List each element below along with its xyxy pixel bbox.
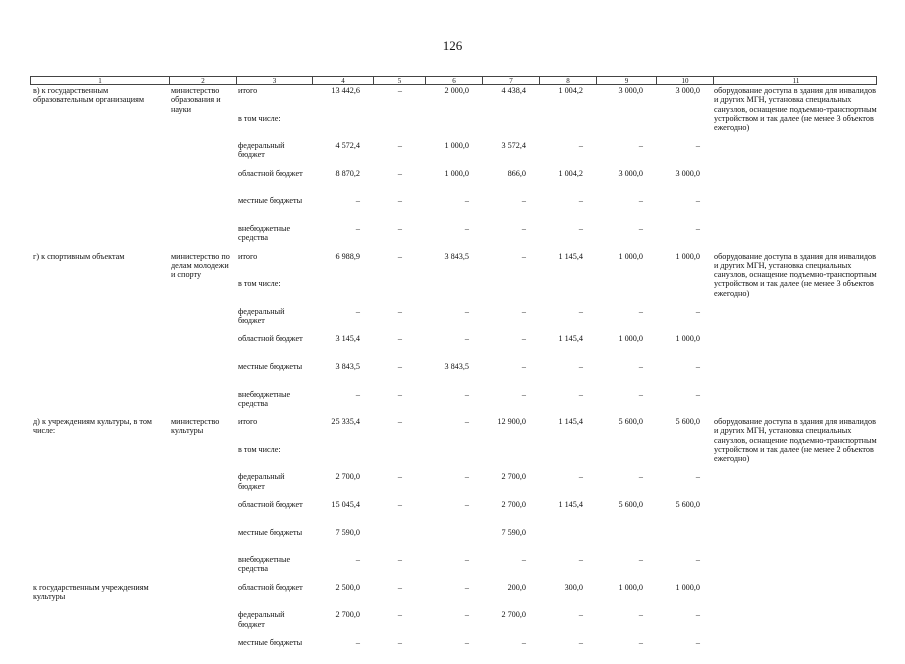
table-row	[30, 499, 877, 527]
col6-cell: –	[464, 196, 469, 206]
col5-cell: –	[397, 334, 402, 344]
measures-note-cell	[712, 637, 877, 638]
col5-cell: –	[397, 306, 402, 316]
recipient-cell	[30, 471, 168, 499]
measures-note-cell	[712, 554, 877, 555]
col5-cell: –	[397, 637, 402, 647]
total-cell: 15 045,4	[331, 499, 360, 509]
ministry-cell	[168, 444, 235, 472]
funding-source-cell: в том числе:	[238, 113, 281, 123]
measures-note-cell: оборудование доступа в здания для инвалидов и других МГН, установка специальных санузлов, оснащение подъемно-транспортным устройством и так далее (не менее 3 объектов ежегодно)	[714, 251, 877, 298]
col9-cell	[595, 527, 655, 555]
table-row	[30, 637, 877, 664]
total-cell: –	[355, 306, 360, 316]
col7-cell: 7 590,0	[501, 527, 526, 537]
measures-note-cell	[712, 361, 877, 362]
recipient-cell	[30, 554, 168, 582]
measures-note-cell: оборудование доступа в здания для инвалидов и других МГН, установка специальных санузлов, оснащение подъемно-транспортным устройством и так далее (не менее 2 объектов ежегодно)	[714, 417, 877, 464]
col10-cell: 1 000,0	[675, 251, 700, 261]
col8-cell: 300,0	[564, 582, 583, 592]
ministry-cell	[168, 582, 235, 610]
col9-cell: –	[638, 555, 643, 565]
col6-cell: –	[464, 499, 469, 509]
col7-cell: –	[521, 334, 526, 344]
col5-cell: –	[397, 86, 402, 95]
col8-cell: –	[578, 223, 583, 233]
col6-cell: –	[464, 389, 469, 399]
col8-cell: –	[578, 141, 583, 151]
measures-note-cell	[712, 527, 877, 528]
col6-cell: –	[464, 306, 469, 316]
col7-cell: 12 900,0	[497, 417, 526, 427]
col7-cell: –	[521, 251, 526, 261]
col10-cell: 3 000,0	[675, 86, 700, 95]
col10-cell: –	[695, 361, 700, 371]
col6-cell: 3 843,5	[444, 251, 469, 261]
total-cell: 6 988,9	[335, 251, 360, 261]
budget-table	[30, 76, 877, 664]
col9-cell	[595, 444, 655, 472]
ministry-cell	[168, 637, 235, 664]
funding-source-cell: местные бюджеты	[238, 361, 303, 371]
col6-cell: –	[464, 637, 469, 647]
column-header: 8	[539, 77, 596, 85]
col5-cell	[372, 113, 424, 141]
col7-cell: 2 700,0	[501, 610, 526, 620]
col7-cell: 866,0	[507, 168, 526, 178]
col9-cell: –	[638, 141, 643, 151]
recipient-cell	[30, 444, 168, 472]
col6-cell	[424, 527, 481, 555]
table-row	[30, 195, 877, 223]
col9-cell: –	[638, 472, 643, 482]
col8-cell: 1 004,2	[558, 168, 583, 178]
ministry-cell	[168, 306, 235, 334]
col10-cell	[655, 278, 712, 306]
measures-note-cell	[712, 389, 877, 390]
col6-cell: 1 000,0	[444, 141, 469, 151]
col8-cell: 1 145,4	[558, 499, 583, 509]
col10-cell: –	[695, 637, 700, 647]
funding-source-cell: федеральный бюджет	[238, 306, 285, 326]
recipient-cell	[30, 499, 168, 527]
col7-cell: –	[521, 361, 526, 371]
col8-cell: –	[578, 196, 583, 206]
col10-cell: 5 600,0	[675, 417, 700, 427]
col9-cell	[595, 278, 655, 306]
table-row	[30, 471, 877, 499]
total-cell: 8 870,2	[335, 168, 360, 178]
col8-cell: –	[578, 637, 583, 647]
recipient-cell	[30, 361, 168, 389]
table-row	[30, 306, 877, 334]
funding-source-cell: областной бюджет	[238, 334, 303, 344]
total-cell: 3 843,5	[335, 361, 360, 371]
col10-cell	[655, 113, 712, 141]
col6-cell: 2 000,0	[444, 86, 469, 95]
funding-source-cell: внебюджетные средства	[238, 223, 291, 243]
funding-source-cell: федеральный бюджет	[238, 141, 285, 160]
ministry-cell	[168, 609, 235, 637]
col10-cell: –	[695, 610, 700, 620]
measures-note-cell: оборудование доступа в здания для инвалидов и других МГН, установка специальных санузлов, оснащение подъемно-транспортным устройством и так далее (не менее 3 объектов ежегодно)	[714, 86, 877, 133]
col7-cell: 2 700,0	[501, 472, 526, 482]
column-header: 6	[425, 77, 482, 85]
ministry-cell	[168, 554, 235, 582]
col5-cell: –	[397, 141, 402, 151]
ministry-cell	[168, 113, 235, 141]
ministry-cell	[168, 471, 235, 499]
col10-cell: –	[695, 223, 700, 233]
col6-cell: 3 843,5	[444, 361, 469, 371]
recipient-cell	[30, 168, 168, 196]
col9-cell: –	[638, 361, 643, 371]
ministry-cell	[168, 499, 235, 527]
col9-cell: –	[638, 389, 643, 399]
measures-note-cell	[712, 195, 877, 196]
col5-cell	[372, 444, 424, 472]
column-header: 10	[656, 77, 713, 85]
recipient-cell	[30, 389, 168, 417]
col5-cell: –	[397, 361, 402, 371]
col8-cell: –	[578, 472, 583, 482]
col5-cell: –	[397, 582, 402, 592]
total-cell	[311, 444, 372, 472]
total-cell: 7 590,0	[335, 527, 360, 537]
total-cell	[311, 278, 372, 306]
col8-cell: 1 145,4	[558, 334, 583, 344]
total-cell: –	[355, 389, 360, 399]
ministry-cell	[168, 195, 235, 223]
recipient-cell	[30, 306, 168, 334]
column-header: 9	[596, 77, 656, 85]
column-header: 2	[169, 77, 236, 85]
ministry-cell: министерство образования и науки	[171, 86, 221, 114]
col8-cell	[538, 527, 595, 555]
col9-cell: –	[638, 637, 643, 647]
col6-cell: –	[464, 555, 469, 565]
col5-cell: –	[397, 389, 402, 399]
funding-source-cell: областной бюджет	[238, 168, 303, 178]
col10-cell: –	[695, 196, 700, 206]
col9-cell: 3 000,0	[618, 168, 643, 178]
col7-cell: –	[521, 196, 526, 206]
col5-cell: –	[397, 168, 402, 178]
col6-cell: –	[464, 582, 469, 592]
ministry-cell	[168, 333, 235, 361]
col5-cell: –	[397, 472, 402, 482]
col5-cell	[372, 527, 424, 555]
col8-cell	[538, 278, 595, 306]
col9-cell: –	[638, 306, 643, 316]
col10-cell: 3 000,0	[675, 168, 700, 178]
ministry-cell: министерство по делам молодежи и спорту	[171, 251, 230, 280]
measures-note-cell	[712, 499, 877, 500]
recipient-cell	[30, 195, 168, 223]
col6-cell: –	[464, 334, 469, 344]
col10-cell: –	[695, 555, 700, 565]
ministry-cell	[168, 140, 235, 168]
recipient-cell: к государственным учреждениям культуры	[33, 582, 149, 601]
col5-cell: –	[397, 251, 402, 261]
total-cell: –	[355, 637, 360, 647]
table-row	[30, 527, 877, 555]
col10-cell: –	[695, 472, 700, 482]
col6-cell	[424, 113, 481, 141]
total-cell: 2 700,0	[335, 610, 360, 620]
ministry-cell	[168, 168, 235, 196]
col8-cell: –	[578, 555, 583, 565]
col10-cell: 1 000,0	[675, 582, 700, 592]
total-cell: 4 572,4	[335, 141, 360, 151]
measures-note-cell	[712, 168, 877, 169]
funding-source-cell: в том числе:	[238, 279, 281, 289]
column-header: 11	[713, 77, 878, 85]
col8-cell: –	[578, 306, 583, 316]
col5-cell: –	[397, 196, 402, 206]
col8-cell: 1 004,2	[558, 86, 583, 95]
funding-source-cell: местные бюджеты	[238, 196, 303, 206]
col7-cell	[481, 113, 538, 141]
col7-cell: –	[521, 637, 526, 647]
table-row	[30, 582, 877, 610]
recipient-cell: г) к спортивным объектам	[33, 251, 125, 261]
funding-source-cell: в том числе:	[238, 444, 281, 454]
col9-cell: 5 600,0	[618, 417, 643, 427]
col5-cell: –	[397, 417, 402, 427]
recipient-cell	[30, 140, 168, 168]
col7-cell	[481, 444, 538, 472]
total-cell: 13 442,6	[331, 86, 360, 95]
measures-note-cell	[712, 471, 877, 472]
col6-cell	[424, 444, 481, 472]
col10-cell	[655, 444, 712, 472]
col8-cell: 1 145,4	[558, 251, 583, 261]
column-header: 3	[236, 77, 312, 85]
col10-cell: 5 600,0	[675, 499, 700, 509]
col6-cell	[424, 278, 481, 306]
page-number: 126	[442, 38, 463, 53]
funding-source-cell: федеральный бюджет	[238, 610, 285, 629]
col7-cell: 3 572,4	[501, 141, 526, 151]
col5-cell: –	[397, 610, 402, 620]
funding-source-cell: внебюджетные средства	[238, 555, 291, 574]
table-row	[30, 361, 877, 389]
col10-cell: –	[695, 141, 700, 151]
total-cell: 2 500,0	[335, 582, 360, 592]
table-row	[30, 609, 877, 637]
col7-cell: –	[521, 389, 526, 399]
funding-source-cell: местные бюджеты	[238, 527, 303, 537]
funding-source-cell: местные бюджеты	[238, 637, 303, 647]
measures-note-cell	[712, 582, 877, 583]
total-cell	[311, 113, 372, 141]
total-cell: 2 700,0	[335, 472, 360, 482]
ministry-cell	[168, 223, 235, 251]
ministry-cell	[168, 361, 235, 389]
col7-cell: 200,0	[507, 582, 526, 592]
col8-cell: –	[578, 610, 583, 620]
col10-cell: –	[695, 389, 700, 399]
col7-cell: 4 438,4	[501, 86, 526, 95]
col6-cell: –	[464, 472, 469, 482]
col6-cell: –	[464, 610, 469, 620]
col5-cell: –	[397, 555, 402, 565]
recipient-cell	[30, 113, 168, 141]
col7-cell: –	[521, 555, 526, 565]
table-row	[30, 168, 877, 196]
col9-cell: 1 000,0	[618, 251, 643, 261]
col9-cell: –	[638, 223, 643, 233]
col7-cell: 2 700,0	[501, 499, 526, 509]
col8-cell	[538, 113, 595, 141]
ministry-cell	[168, 389, 235, 417]
funding-source-cell: итого	[238, 86, 258, 95]
recipient-cell	[30, 609, 168, 637]
col9-cell	[595, 113, 655, 141]
col8-cell	[538, 444, 595, 472]
col7-cell: –	[521, 306, 526, 316]
col10-cell: 1 000,0	[675, 334, 700, 344]
col5-cell: –	[397, 223, 402, 233]
measures-note-cell	[712, 223, 877, 224]
col6-cell: 1 000,0	[444, 168, 469, 178]
col9-cell: 1 000,0	[618, 334, 643, 344]
column-header: 4	[312, 77, 373, 85]
ministry-cell	[168, 278, 235, 306]
col10-cell	[655, 527, 712, 555]
col10-cell: –	[695, 306, 700, 316]
col8-cell: 1 145,4	[558, 417, 583, 427]
total-cell: –	[355, 223, 360, 233]
col6-cell: –	[464, 223, 469, 233]
column-header: 5	[373, 77, 425, 85]
measures-note-cell	[712, 140, 877, 141]
table-body	[30, 85, 877, 664]
total-cell: 3 145,4	[335, 334, 360, 344]
table-row	[30, 416, 877, 464]
ministry-cell	[168, 527, 235, 555]
recipient-cell	[30, 527, 168, 555]
col9-cell: 1 000,0	[618, 582, 643, 592]
recipient-cell	[30, 333, 168, 361]
recipient-cell: в) к государственным образовательным организациям	[33, 86, 145, 105]
funding-source-cell: федеральный бюджет	[238, 472, 285, 491]
col9-cell: 5 600,0	[618, 499, 643, 509]
col5-cell	[372, 278, 424, 306]
col7-cell	[481, 278, 538, 306]
col9-cell: –	[638, 196, 643, 206]
col6-cell: –	[464, 417, 469, 427]
total-cell: 25 335,4	[331, 417, 360, 427]
table-row	[30, 333, 877, 361]
funding-source-cell: внебюджетные средства	[238, 389, 291, 408]
recipient-cell	[30, 223, 168, 251]
col5-cell: –	[397, 499, 402, 509]
total-cell: –	[355, 555, 360, 565]
column-header: 1	[98, 77, 102, 85]
col8-cell: –	[578, 389, 583, 399]
recipient-cell	[30, 637, 168, 664]
col9-cell: 3 000,0	[618, 86, 643, 95]
funding-source-cell: областной бюджет	[238, 499, 303, 509]
funding-source-cell: итого	[238, 417, 258, 427]
table-row	[30, 554, 877, 582]
measures-note-cell	[712, 609, 877, 610]
col8-cell: –	[578, 361, 583, 371]
funding-source-cell: областной бюджет	[238, 582, 303, 592]
total-cell: –	[355, 196, 360, 206]
measures-note-cell	[712, 333, 877, 334]
recipient-cell: д) к учреждениям культуры, в том числе:	[33, 417, 152, 436]
funding-source-cell: итого	[238, 251, 258, 261]
recipient-cell	[30, 278, 168, 306]
table-row	[30, 140, 877, 168]
col7-cell: –	[521, 223, 526, 233]
col9-cell: –	[638, 610, 643, 620]
measures-note-cell	[712, 306, 877, 307]
column-header: 7	[482, 77, 539, 85]
ministry-cell: министерство культуры	[171, 417, 220, 436]
